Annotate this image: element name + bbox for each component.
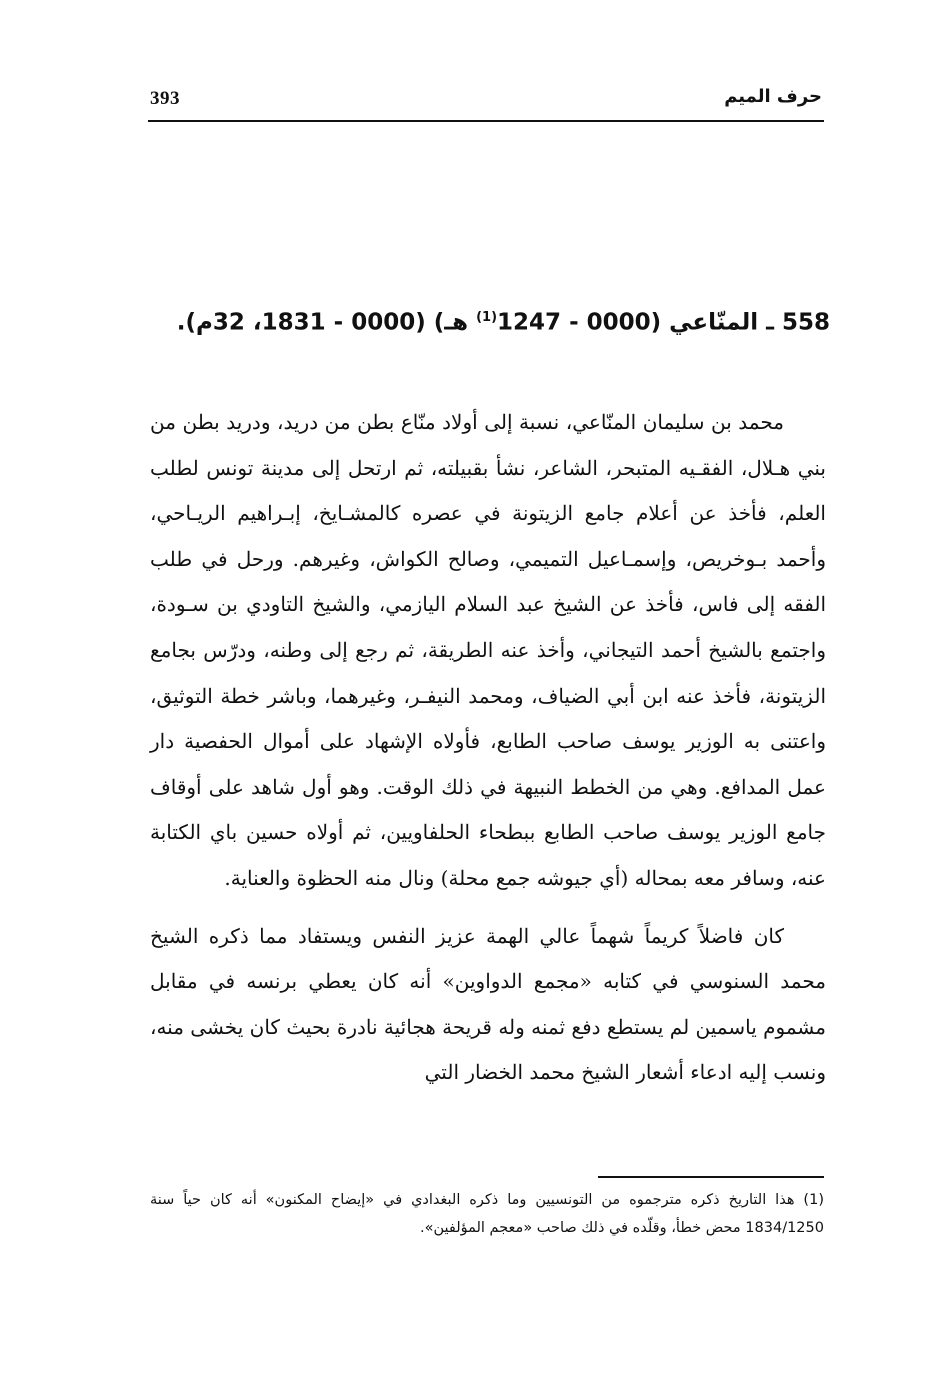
header-rule bbox=[148, 120, 824, 122]
footnote: (1) هذا التاريخ ذكره مترجموه من التونسيين وما ذكره البغدادي في «إيضاح المكنون» أنه كان حياً سنة 1834/1250 محض خطأ، وقلّده في ذلك صاحب «معجم المؤلفين». bbox=[150, 1192, 824, 1236]
entry-heading bbox=[148, 298, 830, 343]
page-number: 393 bbox=[150, 88, 180, 109]
body-paragraph-2: كان فاضلاً كريماً شهماً عالي الهمة عزيز النفس ويستفاد مما ذكره الشيخ محمد السنوسي في كتابه «مجمع الدواوين» أنه كان يعطي برنسه في مقابل مشموم ياسمين لم يستطع دفع ثمنه وله قريحة هجائية نادرة بحيث كان يخشى منه، ونسب إليه ادعاء أشعار الشيخ محمد الخضار التي bbox=[150, 923, 826, 1085]
entry-heading-rest: هـ) (0000 - 1831، 32م). bbox=[176, 309, 477, 336]
footnote-rule bbox=[598, 1176, 824, 1178]
running-header bbox=[148, 86, 824, 120]
body-paragraph-1: محمد بن سليمان المنّاعي، نسبة إلى أولاد منّاع بطن من دريد، ودريد بطن من بني هـلال، الفقـيه المتبحر، الشاعر، نشأ بقبيلته، ثم ارتحل إلى مدينة تونس لطلب العلم، فأخذ عن أعلام جامع الزيتونة في عصره كالمشـايخ، إبـراهيم الريـاحي، وأحمد بـوخريص، وإسمـاعيل التميمي، وصالح الكواش، وغيرهم. ورحل في طلب الفقه إلى فاس، فأخذ عن الشيخ عبد السلام اليازمي، والشيخ التاودي بن سـودة، واجتمع بالشيخ أحمد التيجاني، وأخذ عنه الطريقة، ثم رجع إلى وطنه، ودرّس بجامع الزيتونة، فأخذ عنه ابن أبي الضياف، ومحمد النيفـر، وغيرهما، وباشر خطة التوثيق، واعتنى به الوزير يوسف صاحب الطابع، فأولاه الإشهاد على أموال الحفصية دار عمل المدافع. وهي من الخطط النبيهة في ذلك الوقت. وهو أول شاهد على أوقاف جامع الوزير يوسف صاحب الطابع ببطحاء الحلفاويين، ثم أولاه حسين باي الكتابة عنه، وسافر معه بمحاله (أي جيوشه جمع محلة) ونال منه الحظوة والعناية. bbox=[150, 410, 827, 890]
entry-heading-main: 558 ـ المنّاعي (0000 - 1247 bbox=[497, 309, 830, 336]
body-text bbox=[150, 400, 826, 1096]
chapter-title: حرف الميم bbox=[724, 86, 822, 107]
footnote-reference: (1) bbox=[476, 310, 498, 325]
